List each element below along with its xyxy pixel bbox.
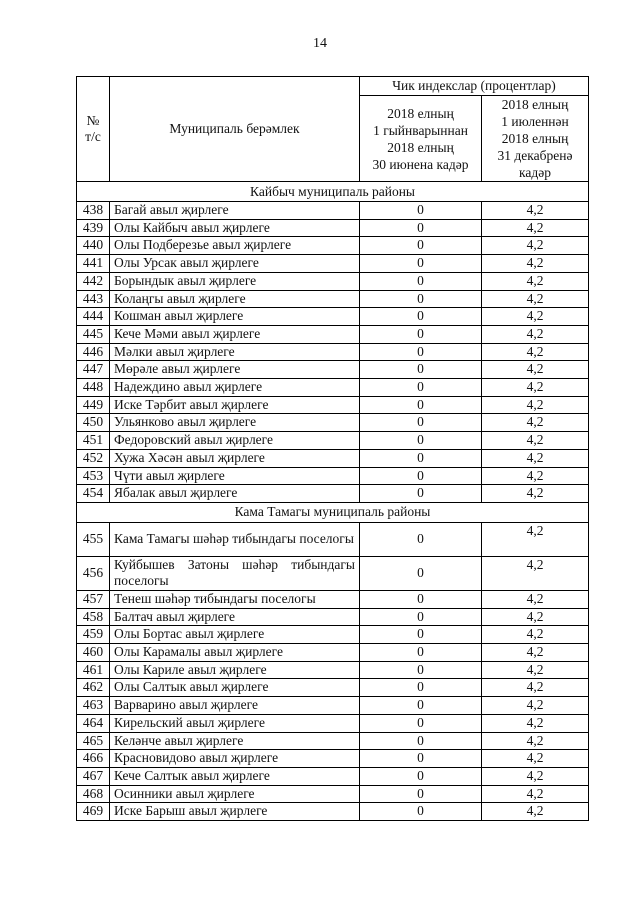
row-municipality: Федоровский авыл җирлеге xyxy=(110,432,360,450)
row-index-period-1: 0 xyxy=(360,414,482,432)
row-index-period-1: 0 xyxy=(360,202,482,220)
row-index-period-2: 4,2 xyxy=(482,467,589,485)
row-index-period-2: 4,2 xyxy=(482,590,589,608)
row-index-period-2: 4,2 xyxy=(482,255,589,273)
row-index-period-2: 4,2 xyxy=(482,219,589,237)
row-index-period-1: 0 xyxy=(360,785,482,803)
row-number: 454 xyxy=(77,485,110,503)
table-row xyxy=(77,432,589,450)
row-index-period-1: 0 xyxy=(360,272,482,290)
row-number: 448 xyxy=(77,379,110,397)
row-number: 455 xyxy=(77,522,110,556)
row-index-period-2: 4,2 xyxy=(482,308,589,326)
row-number: 438 xyxy=(77,202,110,220)
row-municipality: Колаңгы авыл җирлеге xyxy=(110,290,360,308)
table-row xyxy=(77,272,589,290)
row-index-period-1: 0 xyxy=(360,679,482,697)
row-index-period-1: 0 xyxy=(360,644,482,662)
row-index-period-2: 4,2 xyxy=(482,485,589,503)
row-index-period-2: 4,2 xyxy=(482,732,589,750)
header-period-2-label: 2018 елның 1 июленнән 2018 елның 31 декабренә кадәр xyxy=(497,97,573,180)
row-index-period-1: 0 xyxy=(360,590,482,608)
table-row xyxy=(77,237,589,255)
row-municipality: Хужа Хәсән авыл җирлеге xyxy=(110,449,360,467)
section-title: Кайбыч муниципаль районы xyxy=(77,182,589,202)
row-municipality: Олы Кайбыч авыл җирлеге xyxy=(110,219,360,237)
table-row xyxy=(77,219,589,237)
row-number: 465 xyxy=(77,732,110,750)
row-municipality: Мәлки авыл җирлеге xyxy=(110,343,360,361)
row-municipality: Куйбышев Затоны шәһәр тибындагы поселогы xyxy=(110,556,360,590)
table-row xyxy=(77,767,589,785)
row-index-period-2: 4,2 xyxy=(482,626,589,644)
table-body xyxy=(77,182,589,821)
row-index-period-1: 0 xyxy=(360,697,482,715)
row-number: 469 xyxy=(77,803,110,821)
row-municipality: Келәнче авыл җирлеге xyxy=(110,732,360,750)
row-municipality: Варварино авыл җирлеге xyxy=(110,697,360,715)
row-index-period-2: 4,2 xyxy=(482,361,589,379)
header-number-label: № т/с xyxy=(85,113,101,144)
table-row xyxy=(77,608,589,626)
table-row xyxy=(77,396,589,414)
table-row xyxy=(77,661,589,679)
table-row xyxy=(77,803,589,821)
row-number: 443 xyxy=(77,290,110,308)
row-index-period-2: 4,2 xyxy=(482,272,589,290)
row-municipality: Иске Тәрбит авыл җирлеге xyxy=(110,396,360,414)
row-municipality: Мөрәле авыл җирлеге xyxy=(110,361,360,379)
table-row xyxy=(77,325,589,343)
row-number: 457 xyxy=(77,590,110,608)
header-period-2 xyxy=(482,96,589,182)
row-municipality: Ульянково авыл җирлеге xyxy=(110,414,360,432)
row-municipality: Олы Подберезье авыл җирлеге xyxy=(110,237,360,255)
row-index-period-2: 4,2 xyxy=(482,644,589,662)
table-row xyxy=(77,714,589,732)
row-number: 444 xyxy=(77,308,110,326)
row-index-period-1: 0 xyxy=(360,449,482,467)
row-index-period-1: 0 xyxy=(360,467,482,485)
table-row xyxy=(77,750,589,768)
row-municipality: Борындык авыл җирлеге xyxy=(110,272,360,290)
row-index-period-1: 0 xyxy=(360,485,482,503)
row-index-period-1: 0 xyxy=(360,343,482,361)
row-index-period-2: 4,2 xyxy=(482,290,589,308)
row-index-period-1: 0 xyxy=(360,361,482,379)
section-header-row xyxy=(77,502,589,522)
row-number: 463 xyxy=(77,697,110,715)
header-municipality xyxy=(110,77,360,182)
row-municipality: Олы Карамалы авыл җирлеге xyxy=(110,644,360,662)
section-title: Кама Тамагы муниципаль районы xyxy=(77,502,589,522)
row-index-period-1: 0 xyxy=(360,396,482,414)
row-number: 445 xyxy=(77,325,110,343)
row-index-period-2: 4,2 xyxy=(482,396,589,414)
row-index-period-1: 0 xyxy=(360,626,482,644)
row-number: 459 xyxy=(77,626,110,644)
table-row xyxy=(77,485,589,503)
row-number: 449 xyxy=(77,396,110,414)
row-number: 464 xyxy=(77,714,110,732)
row-index-period-2: 4,2 xyxy=(482,414,589,432)
row-municipality: Балтач авыл җирлеге xyxy=(110,608,360,626)
row-municipality: Кирельский авыл җирлеге xyxy=(110,714,360,732)
row-municipality: Олы Кариле авыл җирлеге xyxy=(110,661,360,679)
table-header xyxy=(77,77,589,182)
row-municipality: Чүти авыл җирлеге xyxy=(110,467,360,485)
row-index-period-1: 0 xyxy=(360,432,482,450)
header-limit-indices xyxy=(360,77,589,96)
row-municipality: Олы Бортас авыл җирлеге xyxy=(110,626,360,644)
row-number: 441 xyxy=(77,255,110,273)
row-number: 460 xyxy=(77,644,110,662)
row-number: 468 xyxy=(77,785,110,803)
table-row xyxy=(77,449,589,467)
row-index-period-1: 0 xyxy=(360,237,482,255)
row-index-period-2: 4,2 xyxy=(482,449,589,467)
row-municipality: Кече Салтык авыл җирлеге xyxy=(110,767,360,785)
row-municipality: Ябалак авыл җирлеге xyxy=(110,485,360,503)
page-number: 14 xyxy=(313,36,327,51)
section-header-row xyxy=(77,182,589,202)
table-row xyxy=(77,644,589,662)
row-municipality: Осинники авыл җирлеге xyxy=(110,785,360,803)
table-row xyxy=(77,343,589,361)
header-period-1 xyxy=(360,96,482,182)
table-row xyxy=(77,308,589,326)
table-row xyxy=(77,379,589,397)
row-municipality: Кече Мәми авыл җирлеге xyxy=(110,325,360,343)
table-row xyxy=(77,785,589,803)
row-index-period-1: 0 xyxy=(360,750,482,768)
header-municipality-label: Муниципаль берәмлек xyxy=(169,121,300,136)
row-index-period-2: 4,2 xyxy=(482,679,589,697)
row-index-period-2: 4,2 xyxy=(482,325,589,343)
row-number: 439 xyxy=(77,219,110,237)
row-number: 446 xyxy=(77,343,110,361)
row-index-period-1: 0 xyxy=(360,325,482,343)
row-number: 466 xyxy=(77,750,110,768)
row-number: 452 xyxy=(77,449,110,467)
table-row xyxy=(77,522,589,556)
row-index-period-1: 0 xyxy=(360,219,482,237)
row-municipality: Красновидово авыл җирлеге xyxy=(110,750,360,768)
row-index-period-2: 4,2 xyxy=(482,697,589,715)
table-row xyxy=(77,290,589,308)
row-number: 461 xyxy=(77,661,110,679)
row-index-period-2: 4,2 xyxy=(482,379,589,397)
row-number: 458 xyxy=(77,608,110,626)
table-row xyxy=(77,202,589,220)
row-index-period-1: 0 xyxy=(360,379,482,397)
row-index-period-2: 4,2 xyxy=(482,432,589,450)
row-index-period-2: 4,2 xyxy=(482,343,589,361)
table-row xyxy=(77,679,589,697)
row-index-period-1: 0 xyxy=(360,290,482,308)
row-municipality: Кама Тамагы шәһәр тибындагы поселогы xyxy=(110,522,360,556)
row-index-period-1: 0 xyxy=(360,767,482,785)
row-index-period-1: 0 xyxy=(360,522,482,556)
row-municipality: Олы Салтык авыл җирлеге xyxy=(110,679,360,697)
table-row xyxy=(77,626,589,644)
row-index-period-2: 4,2 xyxy=(482,714,589,732)
table-row xyxy=(77,414,589,432)
row-index-period-2: 4,2 xyxy=(482,767,589,785)
row-index-period-2: 4,2 xyxy=(482,556,589,590)
table-row xyxy=(77,556,589,590)
row-municipality: Иске Барыш авыл җирлеге xyxy=(110,803,360,821)
row-number: 447 xyxy=(77,361,110,379)
row-municipality: Надеждино авыл җирлеге xyxy=(110,379,360,397)
row-index-period-1: 0 xyxy=(360,308,482,326)
row-number: 467 xyxy=(77,767,110,785)
row-index-period-2: 4,2 xyxy=(482,785,589,803)
limit-indices-table xyxy=(76,76,589,821)
row-number: 456 xyxy=(77,556,110,590)
row-index-period-2: 4,2 xyxy=(482,661,589,679)
table-row xyxy=(77,255,589,273)
table-row xyxy=(77,697,589,715)
row-municipality: Кошман авыл җирлеге xyxy=(110,308,360,326)
row-index-period-1: 0 xyxy=(360,661,482,679)
header-period-1-label: 2018 елның 1 гыйнварыннан 2018 елның 30 июнена кадәр xyxy=(372,105,469,172)
row-index-period-2: 4,2 xyxy=(482,202,589,220)
row-index-period-1: 0 xyxy=(360,803,482,821)
row-municipality: Тенеш шәһәр тибындагы поселогы xyxy=(110,590,360,608)
row-number: 442 xyxy=(77,272,110,290)
table-row xyxy=(77,590,589,608)
table-row xyxy=(77,467,589,485)
row-index-period-1: 0 xyxy=(360,255,482,273)
row-index-period-2: 4,2 xyxy=(482,750,589,768)
row-index-period-2: 4,2 xyxy=(482,803,589,821)
row-index-period-2: 4,2 xyxy=(482,522,589,556)
row-index-period-2: 4,2 xyxy=(482,608,589,626)
row-number: 453 xyxy=(77,467,110,485)
row-municipality: Багай авыл җирлеге xyxy=(110,202,360,220)
row-number: 462 xyxy=(77,679,110,697)
row-number: 450 xyxy=(77,414,110,432)
row-index-period-1: 0 xyxy=(360,608,482,626)
row-municipality: Олы Урсак авыл җирлеге xyxy=(110,255,360,273)
header-limit-indices-label: Чик индекслар (процентлар) xyxy=(392,78,556,93)
row-index-period-2: 4,2 xyxy=(482,237,589,255)
row-number: 451 xyxy=(77,432,110,450)
row-number: 440 xyxy=(77,237,110,255)
header-number xyxy=(77,77,110,182)
row-index-period-1: 0 xyxy=(360,556,482,590)
table-row xyxy=(77,361,589,379)
row-index-period-1: 0 xyxy=(360,714,482,732)
row-index-period-1: 0 xyxy=(360,732,482,750)
table-row xyxy=(77,732,589,750)
